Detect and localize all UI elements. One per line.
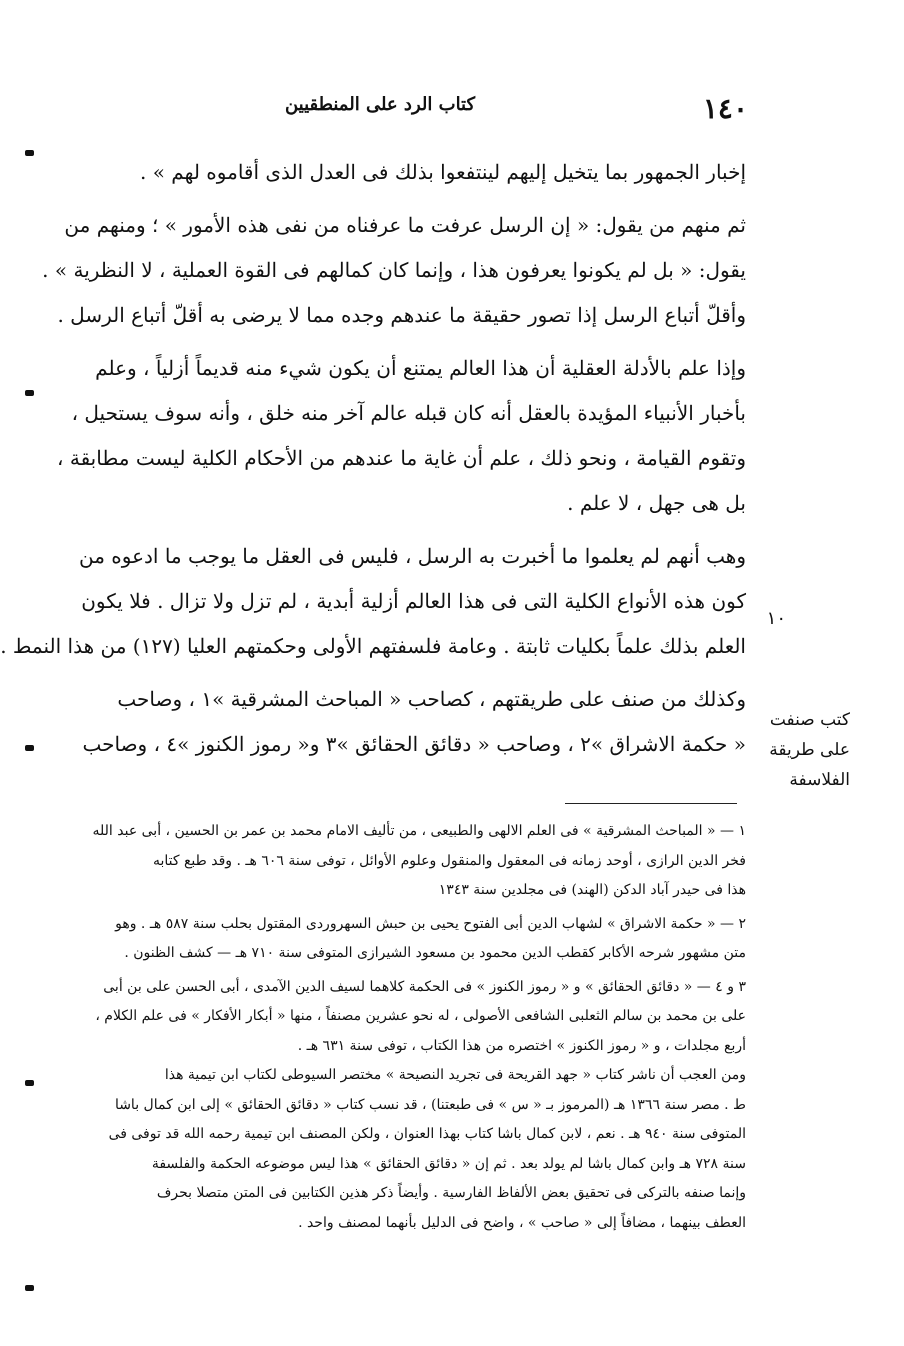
text-line: ثم منهم من يقول: « إن الرسل عرفت ما عرفناه من نفى هذه الأمور » ؛ ومنهم من <box>64 213 746 237</box>
text-line: وأقلّ أتباع الرسل إذا تصور حقيقة ما عندهم وجده مما لا يرضى به أقلّ أتباع الرسل . <box>57 303 746 327</box>
footnote-separator <box>565 803 737 804</box>
scan-mark <box>25 745 34 751</box>
line-number-marker: ١٠ <box>766 608 786 629</box>
page-number: ١٤٠ <box>702 92 748 125</box>
footnote-line: ٢ — « حكمة الاشراق » لشهاب الدين أبى الفتوح يحيى بن حبش السهروردى المقتول بحلب سنة ٥٨٧ هـ . وهو <box>115 915 746 932</box>
scan-mark <box>25 1080 34 1086</box>
main-text <box>0 150 746 767</box>
text-line: وتقوم القيامة ، ونحو ذلك ، علم أن غاية ما عندهم من الأحكام الكلية ليست مطابقة ، <box>57 446 746 470</box>
footnote-line: المتوفى سنة ٩٤٠ هـ . نعم ، لابن كمال باشا كتاب بهذا العنوان ، ولكن المصنف ابن تيمية رحمه الله قد توفى فى <box>108 1126 746 1142</box>
text-line: بأخبار الأنبياء المؤيدة بالعقل أنه كان قبله عالم آخر منه خلق ، وأنه سوف يستحيل ، <box>71 401 746 425</box>
scan-mark <box>25 1285 34 1291</box>
footnote-line: أربع مجلدات ، و « رموز الكنوز » اختصره من هذا الكتاب ، توفى سنة ٦٣١ هـ . <box>297 1037 746 1054</box>
footnote-line: ومن العجب أن ناشر كتاب « جهد القريحة فى تجريد النصيحة » مختصر السيوطى لكتاب ابن تيمية هذا <box>164 1067 746 1083</box>
text-line: وكذلك من صنف على طريقتهم ، كصاحب « المباحث المشرقية »١ ، وصاحب <box>117 687 746 711</box>
footnote-line: العطف بينهما ، مضافاً إلى « صاحب » ، واضح فى الدليل بأنهما لمصنف واحد . <box>298 1214 746 1231</box>
footnote-line: ط . مصر سنة ١٣٦٦ هـ (المرموز بـ « س » فى طبعتنا) ، قد نسب كتاب « دقائق الحقائق » إلى ابن كمال باشا <box>114 1096 746 1113</box>
footnote-line: سنة ٧٢٨ هـ وابن كمال باشا لم يولد بعد . ثم إن « دقائق الحقائق » هذا ليس موضوعه الحكمة والفلسفة <box>151 1155 746 1172</box>
margin-note <box>770 705 850 795</box>
footnote-line: على بن محمد بن سالم الثعلبى الشافعى الأصولى ، له نحو عشرين مصنفاً ، منها « أبكار الأفكار » فى علم الكلام ، <box>95 1008 746 1024</box>
scan-mark <box>25 150 34 156</box>
footnotes <box>41 817 746 1238</box>
margin-note-line: كتب صنفت <box>769 710 850 730</box>
footnote-line: ٣ و ٤ — « دقائق الحقائق » و « رموز الكنوز » فى الحكمة كلاهما لسيف الدين الآمدى ، أبى الحسن على بن أبى <box>103 978 746 995</box>
running-header-title: كتاب الرد على المنطقيين <box>284 94 476 115</box>
footnote-line: وإنما صنفه بالتركى فى تحقيق بعض الألفاظ الفارسية . وأيضاً ذكر هذين الكتابين فى المتن متصلا بحرف <box>156 1185 746 1201</box>
margin-note-line: الفلاسفة <box>789 770 850 790</box>
text-line: يقول: « بل لم يكونوا يعرفون هذا ، وإنما كان كمالهم فى القوة العملية ، لا النظرية » . <box>42 258 746 282</box>
footnote-line: فخر الدين الرازى ، أوحد زمانه فى المعقول والمنقول وعلوم الأوائل ، توفى سنة ٦٠٦ هـ . وقد طبع كتابه <box>152 852 746 869</box>
footnote-line: هذا فى حيدر آباد الدكن (الهند) فى مجلدين سنة ١٣٤٣ <box>438 882 746 898</box>
text-line: « حكمة الاشراق »٢ ، وصاحب « دقائق الحقائق »٣ و« رموز الكنوز »٤ ، وصاحب <box>82 732 746 756</box>
text-line: وإذا علم بالأدلة العقلية أن هذا العالم يمتنع أن يكون شيء منه قديماً أزلياً ، وعلم <box>95 356 746 380</box>
text-line: بل هى جهل ، لا علم . <box>567 491 746 515</box>
scan-mark <box>25 390 34 396</box>
margin-note-line: على طريقة <box>769 740 850 760</box>
text-line: العلم بذلك علماً بكليات ثابتة . وعامة فلسفتهم الأولى وحكمتهم العليا (١٢٧) من هذا النمط . <box>0 634 746 658</box>
text-line: وهب أنهم لم يعلموا ما أخبرت به الرسل ، فليس فى العقل ما يوجب ما ادعوه من <box>78 544 746 568</box>
text-line: إخبار الجمهور بما يتخيل إليهم لينتفعوا بذلك فى العدل الذى أقاموه لهم » . <box>140 160 746 184</box>
text-line: كون هذه الأنواع الكلية التى فى هذا العالم أزلية أبدية ، لم تزل ولا تزال . فلا يكون <box>81 589 746 613</box>
footnote-line: متن مشهور شرحه الأكابر كقطب الدين محمود بن مسعود الشيرازى المتوفى سنة ٧١٠ هـ — كشف الظنون . <box>124 945 746 961</box>
footnote-line: ١ — « المباحث المشرقية » فى العلم الالهى والطبيعى ، من تأليف الامام محمد بن عمر بن الحسين ، أبى عبد الله <box>92 823 746 839</box>
